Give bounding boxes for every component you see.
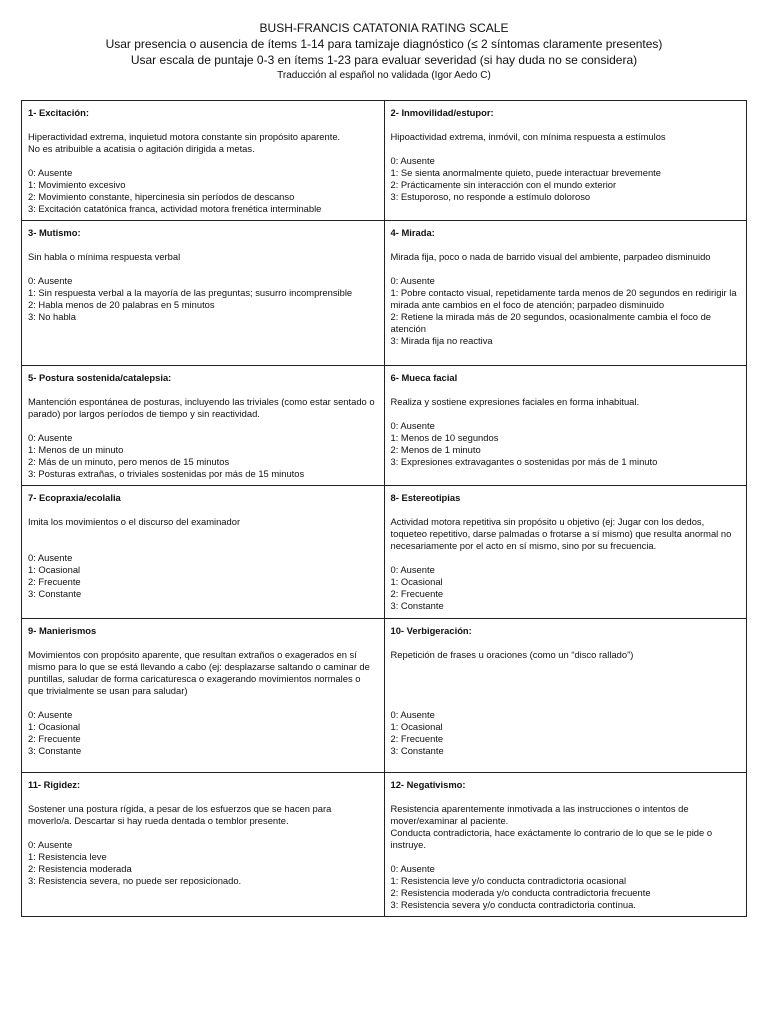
item-option: 0: Ausente [390,863,435,874]
item-title: 4- Mirada: [390,227,435,238]
item-title: 12- Negativismo: [390,779,466,790]
item-title: 9- Manierismos [28,625,97,636]
item-option: 3: Posturas extrañas, o triviales sostenidas por más de 15 minutos [28,468,305,479]
item-description: Mantención espontánea de posturas, incluyendo las triviales (como estar sentado o parado) por largos períodos de tiempo y sin reactividad. [28,396,375,419]
item-cell-2 [384,101,747,221]
severity-instruction: Usar escala de puntaje 0-3 en ítems 1-23 para evaluar severidad (si hay duda no se considera) [130,53,638,67]
item-title: 8- Estereotipias [390,492,461,503]
item-option: 0: Ausente [390,275,435,286]
table-row [22,101,747,221]
item-option: 2: Movimiento constante, hipercinesia sin períodos de descanso [28,191,295,202]
item-option: 1: Ocasional [28,564,81,575]
item-option: 0: Ausente [390,709,435,720]
table-row [22,486,747,619]
item-option: 3: Resistencia severa, no puede ser reposicionado. [28,875,242,886]
item-option: 2: Prácticamente sin interacción con el mundo exterior [390,179,617,190]
item-option: 2: Frecuente [390,733,444,744]
item-option: 2: Menos de 1 minuto [390,444,481,455]
item-description: Sostener una postura rígida, a pesar de los esfuerzos que se hacen para moverlo/a. Descartar si hay rueda dentada o temblor presente. [28,803,332,826]
item-option: 0: Ausente [28,839,73,850]
table-row [22,366,747,486]
item-option: 2: Habla menos de 20 palabras en 5 minutos [28,299,215,310]
item-option: 2: Retiene la mirada más de 20 segundos, ocasionalmente cambia el foco de atención [390,311,712,334]
item-option: 3: Estuporoso, no responde a estímulo doloroso [390,191,591,202]
item-option: 1: Ocasional [390,721,443,732]
item-option: 2: Frecuente [28,733,81,744]
item-cell-1 [22,101,385,221]
item-option: 1: Resistencia leve [28,851,107,862]
item-option: 2: Resistencia moderada [28,863,132,874]
item-cell-11 [22,773,385,917]
item-description: Hiperactividad extrema, inquietud motora constante sin propósito aparente. No es atribuible a acatisia o agitación dirigida a metas. [28,131,341,154]
item-description: Sin habla o mínima respuesta verbal [28,251,181,262]
item-cell-12 [384,773,747,917]
item-cell-4 [384,221,747,366]
table-row [22,221,747,366]
item-title: 7- Ecopraxia/ecolalia [28,492,121,503]
item-option: 2: Frecuente [28,576,81,587]
item-option: 1: Sin respuesta verbal a la mayoría de las preguntas; susurro incomprensible [28,287,353,298]
item-description: Actividad motora repetitiva sin propósito u objetivo (ej: Jugar con los dedos, toqueteo repetitivo, darse palmadas o frotarse a sí mismo) que resulta anormal no necesariamente por el acto en sí mismo, sino por su frecuencia. [390,516,732,551]
item-title: 2- Inmovilidad/estupor: [390,107,494,118]
item-option: 1: Menos de un minuto [28,444,124,455]
item-cell-8 [384,486,747,619]
item-description: Imita los movimientos o el discurso del examinador [28,516,241,527]
item-cell-10 [384,619,747,773]
document-header [0,20,768,83]
item-option: 1: Movimiento excesivo [28,179,126,190]
scale-title: BUSH-FRANCIS CATATONIA RATING SCALE [259,21,509,35]
item-option: 3: Constante [28,588,82,599]
item-option: 0: Ausente [390,155,435,166]
rating-scale-table [21,100,747,917]
item-option: 0: Ausente [390,564,435,575]
item-option: 0: Ausente [28,709,73,720]
item-description: Resistencia aparentemente inmotivada a las instrucciones o intentos de mover/examinar al paciente. Conducta contradictoria, hace exáctamente lo contrario de lo que se le pide o instruye. [390,803,713,850]
item-option: 0: Ausente [390,420,435,431]
item-option: 1: Pobre contacto visual, repetidamente tarda menos de 20 segundos en redirigir la mirada ante cambios en el foco de atención; parpadeo disminuido [390,287,737,310]
item-title: 5- Postura sostenida/catalepsia: [28,372,172,383]
table-row [22,619,747,773]
item-option: 0: Ausente [28,167,73,178]
item-title: 3- Mutismo: [28,227,81,238]
item-cell-5 [22,366,385,486]
item-option: 0: Ausente [28,275,73,286]
item-title: 6- Mueca facial [390,372,458,383]
item-option: 1: Se sienta anormalmente quieto, puede interactuar brevemente [390,167,661,178]
item-cell-9 [22,619,385,773]
item-option: 3: Excitación catatónica franca, actividad motora frenética interminable [28,203,322,214]
item-option: 1: Resistencia leve y/o conducta contradictoria ocasional [390,875,627,886]
item-title: 10- Verbigeración: [390,625,472,636]
item-option: 3: Mirada fija no reactiva [390,335,493,346]
item-option: 2: Resistencia moderada y/o conducta contradictoria frecuente [390,887,651,898]
item-option: 3: Constante [390,600,444,611]
item-cell-7 [22,486,385,619]
item-option: 1: Ocasional [28,721,81,732]
item-option: 2: Frecuente [390,588,444,599]
table-row [22,773,747,917]
item-option: 1: Menos de 10 segundos [390,432,499,443]
item-option: 3: No habla [28,311,76,322]
item-option: 3: Constante [390,745,444,756]
item-description: Hipoactividad extrema, inmóvil, con mínima respuesta a estímulos [390,131,666,142]
item-option: 1: Ocasional [390,576,443,587]
item-option: 3: Resistencia severa y/o conducta contradictoria contínua. [390,899,636,910]
item-description: Mirada fija, poco o nada de barrido visual del ambiente, parpadeo disminuido [390,251,711,262]
item-description: Repetición de frases u oraciones (como un “disco rallado”) [390,649,634,660]
item-cell-3 [22,221,385,366]
item-description: Realiza y sostiene expresiones faciales en forma inhabitual. [390,396,640,407]
item-option: 3: Constante [28,745,82,756]
item-title: 11- Rigidez: [28,779,81,790]
item-option: 0: Ausente [28,552,73,563]
item-option: 3: Expresiones extravagantes o sostenidas por más de 1 minuto [390,456,658,467]
translation-note: Traducción al español no validada (Igor Aedo C) [277,70,491,81]
item-title: 1- Excitación: [28,107,89,118]
item-description: Movimientos con propósito aparente, que resultan extraños o exagerados en sí mismo para lo que se está llevando a cabo (ej: desplazarse saltando o caminar de puntillas, saludar de forma caricaturesca o exagerando movimientos normales o que trivialmente se usan para saludar) [28,649,370,696]
screening-instruction: Usar presencia o ausencia de ítems 1-14 para tamizaje diagnóstico (≤ 2 síntomas claramente presentes) [105,37,663,51]
item-cell-6 [384,366,747,486]
item-option: 2: Más de un minuto, pero menos de 15 minutos [28,456,230,467]
item-option: 0: Ausente [28,432,73,443]
